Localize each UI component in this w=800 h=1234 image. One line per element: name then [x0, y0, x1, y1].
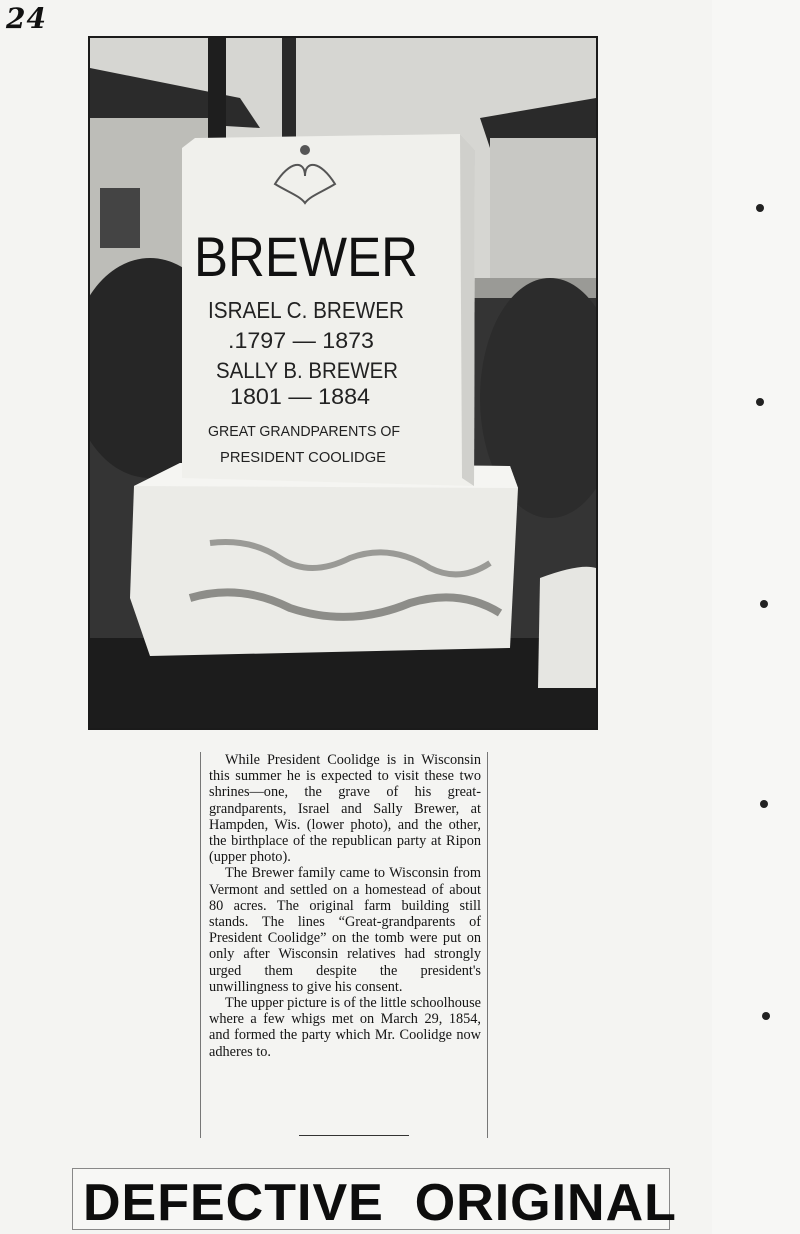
page-number: 24	[6, 2, 47, 35]
article-end-rule	[299, 1135, 409, 1136]
article-paragraph-2: The Brewer family came to Wisconsin from Vermont and settled on a homestead of about 80 acres. The original farm building still stands. The lines “Great-grandparents of President Coolidge” on the tomb were put on only after Wisconsin relatives had strongly urged them despite the president's unwillingness to give his consent.	[209, 865, 481, 995]
inscription-line2: .1797 — 1873	[228, 328, 374, 353]
inscription-line5: GREAT GRANDPARENTS OF	[208, 423, 400, 440]
inscription-line4: 1801 — 1884	[230, 384, 370, 409]
punch-hole-icon	[756, 204, 764, 212]
punch-hole-icon	[762, 1012, 770, 1020]
article-paragraph-1: While President Coolidge is in Wisconsin this summer he is expected to visit these two shrines—one, the grave of his great-grandparents, Israel and Sally Brewer, at Hampden, Wis. (lower photo), and the other, the birthplace of the republican party at Ripon (upper photo).	[209, 752, 481, 866]
article-column	[200, 752, 488, 1138]
inscription-line6: PRESIDENT COOLIDGE	[220, 449, 386, 466]
gravestone-photo	[88, 36, 598, 730]
punch-hole-icon	[760, 600, 768, 608]
punch-hole-icon	[760, 800, 768, 808]
punch-hole-icon	[756, 398, 764, 406]
inscription-line1: ISRAEL C. BREWER	[208, 297, 404, 323]
article-paragraph-3: The upper picture is of the little schoolhouse where a few whigs met on March 29, 1854, and formed the party which Mr. Coolidge now adheres to.	[209, 995, 481, 1060]
gravestone-image	[90, 38, 596, 728]
inscription-surname: BREWER	[194, 225, 418, 288]
defective-original-stamp	[72, 1168, 677, 1232]
inscription-line3: SALLY B. BREWER	[216, 358, 398, 383]
binding-margin	[712, 0, 800, 1234]
stamp-text: DEFECTIVE ORIGINAL	[83, 1174, 677, 1232]
